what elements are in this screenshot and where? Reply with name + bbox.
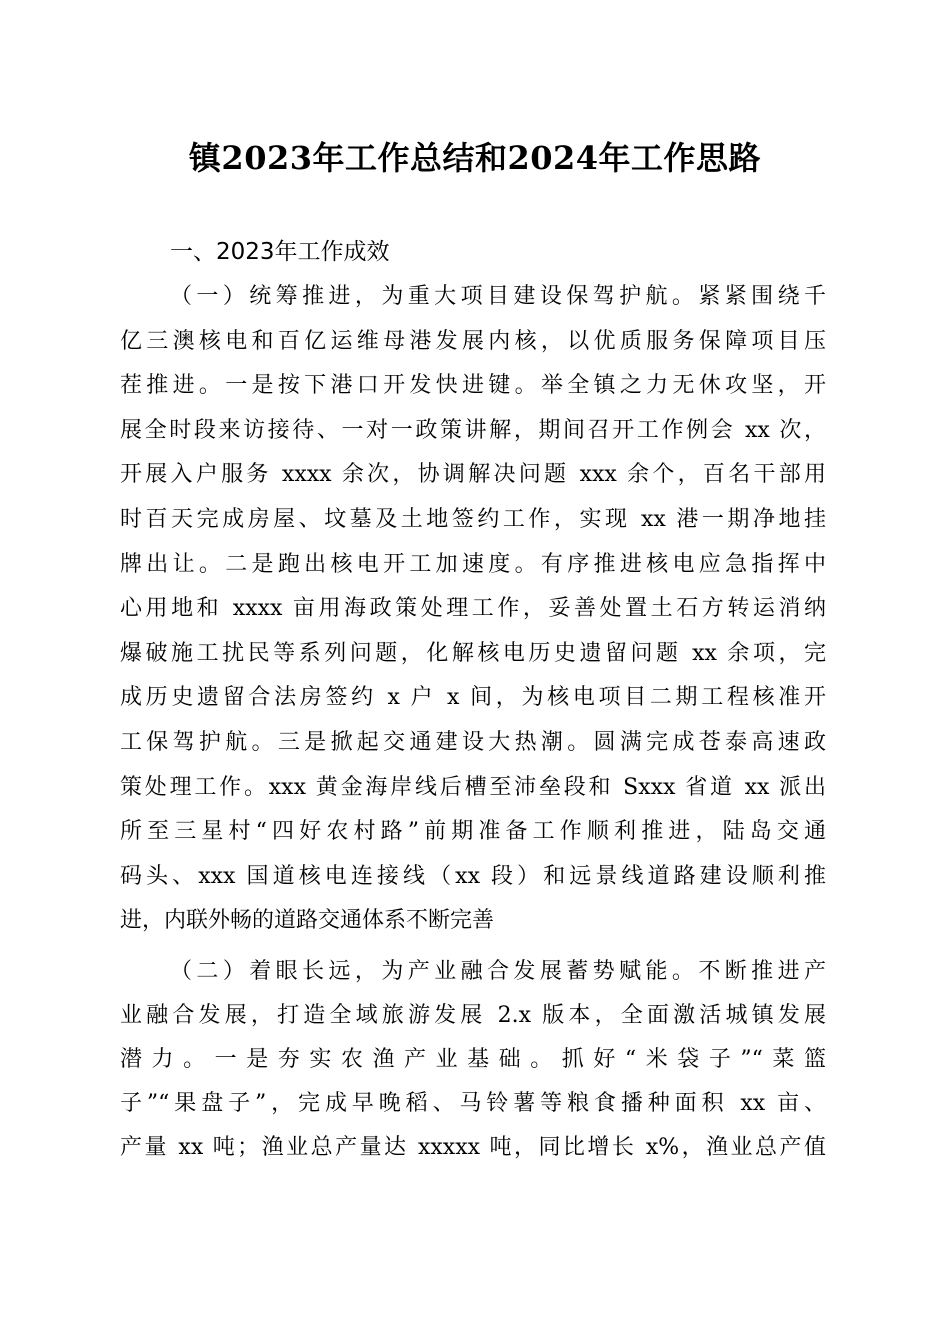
paragraph-2 [120,950,826,1170]
text-line: 心用地和 xxxx 亩用海政策处理工作，妥善处置土石方转运消纳 [120,596,826,622]
text-line: 业融合发展，打造全域旅游发展 2.x 版本，全面激活城镇发展 [120,1003,826,1028]
section-heading: 一、2023年工作成效 [170,239,390,265]
text-line: 子”“果盘子”，完成早晚稻、马铃薯等粮食播种面积 xx 亩、 [120,1091,826,1116]
paragraph-1 [120,275,826,944]
text-line: 产量 xx 吨；渔业总产量达 xxxxx 吨，同比增长 x%，渔业总产值 [120,1135,826,1160]
text-line: （一）统筹推进，为重大项目建设保驾护航。紧紧围绕千 [170,284,826,309]
text-line: 展全时段来访接待、一对一政策讲解，期间召开工作例会 xx 次， [120,417,826,443]
text-line: 所至三星村“四好农村路”前期准备工作顺利推进，陆岛交通 [120,819,826,845]
text-line: 潜力。一是夯实农渔产业基础。抓好“米袋子”“菜篮 [120,1047,826,1072]
text-line: 时百天完成房屋、坟墓及土地签约工作，实现 xx 港一期净地挂 [120,506,826,532]
text-line: 爆破施工扰民等系列问题，化解核电历史遗留问题 xx 余项，完 [120,640,826,666]
text-line: 进，内联外畅的道路交通体系不断完善 [120,908,495,934]
document-title: 镇2023年工作总结和2024年工作思路 [188,139,762,177]
text-line: 成历史遗留合法房签约 x 户 x 间，为核电项目二期工程核准开 [120,685,826,711]
text-line: 码头、xxx 国道核电连接线（xx 段）和远景线道路建设顺利推 [120,863,826,889]
text-line: 牌出让。二是跑出核电开工加速度。有序推进核电应急指挥中 [120,551,826,577]
text-line: 策处理工作。xxx 黄金海岸线后槽至沛垒段和 Sxxx 省道 xx 派出 [120,774,826,800]
text-line: 工保驾护航。三是掀起交通建设大热潮。圆满完成苍泰高速政 [120,729,826,755]
text-line: 亿三澳核电和百亿运维母港发展内核，以优质服务保障项目压 [120,328,826,354]
text-line: 开展入户服务 xxxx 余次，协调解决问题 xxx 余个，百名干部用 [120,462,826,488]
text-line: （二）着眼长远，为产业融合发展蓄势赋能。不断推进产 [170,959,826,984]
text-line: 茬推进。一是按下港口开发快进键。举全镇之力无休攻坚，开 [120,373,826,399]
